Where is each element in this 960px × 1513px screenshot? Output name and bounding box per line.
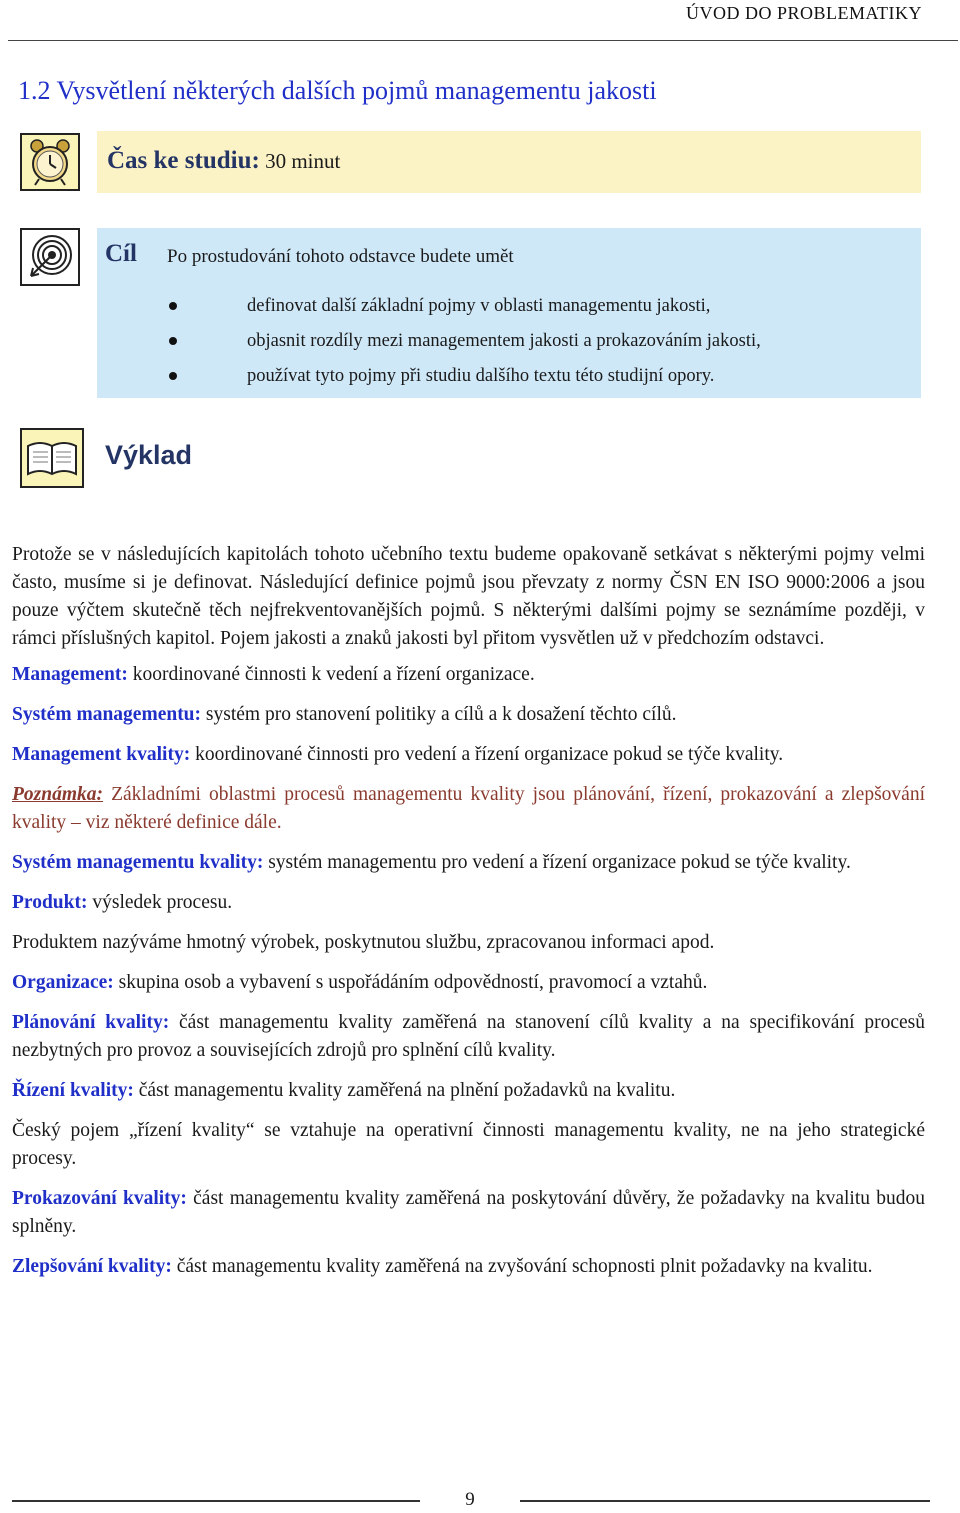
header-divider: [8, 40, 958, 41]
open-book-icon: [20, 428, 84, 488]
study-time-label: Čas ke studiu:: [107, 147, 260, 174]
goal-label: Cíl: [105, 240, 137, 267]
definition-text: koordinované činnosti pro vedení a řízení organizace pokud se týče kvality.: [190, 744, 784, 765]
list-item: [97, 295, 921, 330]
note-label: Poznámka:: [12, 784, 104, 805]
main-content: [12, 541, 925, 1293]
definition-term: Organizace:: [12, 972, 114, 993]
rizeni-explanation: Český pojem „řízení kvality“ se vztahuje na operativní činnosti managementu kvality, ne na jeho strategické procesy.: [12, 1120, 925, 1169]
definition-management: [12, 661, 925, 689]
definition-text: část managementu kvality zaměřená na zvyšování schopnosti plnit požadavky na kvalitu.: [171, 1256, 873, 1277]
definition-system-managementu: [12, 701, 925, 729]
list-item: [97, 365, 921, 400]
definition-prokazovani-kvality: [12, 1185, 925, 1241]
bullet-icon: [169, 302, 177, 310]
definition-text: systém managementu pro vedení a řízení organizace pokud se týče kvality.: [263, 852, 851, 873]
definition-zlepsovani-kvality: [12, 1253, 925, 1281]
alarm-clock-icon: [20, 133, 80, 191]
note-paragraph: [12, 781, 925, 837]
definition-text: koordinované činnosti k vedení a řízení organizace.: [127, 664, 535, 685]
definition-term: Management:: [12, 664, 128, 685]
goal-list: [97, 295, 921, 400]
note-text: Základními oblastmi procesů managementu kvality jsou plánování, řízení, prokazování a zlepšování kvality – viz některé definice dále.: [12, 784, 925, 833]
footer-divider-left: [12, 1500, 420, 1502]
target-icon: [20, 228, 80, 286]
definition-text: část managementu kvality zaměřená na poskytování důvěry, že požadavky na kvalitu budou splněny.: [12, 1188, 925, 1237]
produkt-explanation: Produktem nazýváme hmotný výrobek, poskytnutou službu, zpracovanou informaci apod.: [12, 932, 715, 953]
explanation-label: Výklad: [105, 440, 193, 470]
definition-term: Management kvality:: [12, 744, 191, 765]
intro-paragraph: Protože se v následujících kapitolách tohoto učebního textu budeme opakovaně setkávat s některými pojmy velmi často, musíme si je definovat. Následující definice pojmů jsou převzaty z normy ČSN EN ISO 9000:2006 a jsou pouze výčtem skutečně těch nejfrekventovanějších pojmů. S některými dalšími pojmy se seznámíme později, v rámci příslušných kapitol. Pojem jakosti a znaků jakosti byl přitom vysvětlen už v předchozím odstavci.: [12, 544, 925, 649]
definition-text: skupina osob a vybavení s uspořádáním odpovědností, pravomocí a vztahů.: [113, 972, 708, 993]
definition-organizace: [12, 969, 925, 997]
study-time: [107, 147, 340, 175]
definition-term: Systém managementu:: [12, 704, 202, 725]
definition-management-kvality: [12, 741, 925, 769]
definition-rizeni-kvality: [12, 1077, 925, 1105]
definition-term: Produkt:: [12, 892, 88, 913]
section-title: 1.2 Vysvětlení některých dalších pojmů managementu jakosti: [18, 76, 657, 105]
goal-intro: Po prostudování tohoto odstavce budete umět: [167, 246, 514, 267]
definition-text: část managementu kvality zaměřená na stanovení cílů kvality a na specifikování procesů nezbytných pro provoz a souvisejících zdrojů pro splnění cílů kvality.: [12, 1012, 925, 1061]
study-time-value: 30 minut: [265, 149, 341, 173]
goal-item-text: používat tyto pojmy při studiu dalšího textu této studijní opory.: [247, 366, 715, 386]
bullet-icon: [169, 372, 177, 380]
definition-text: výsledek procesu.: [87, 892, 233, 913]
definition-term: Zlepšování kvality:: [12, 1256, 172, 1277]
definition-term: Systém managementu kvality:: [12, 852, 264, 873]
definition-term: Řízení kvality:: [12, 1080, 134, 1101]
definition-term: Plánování kvality:: [12, 1012, 170, 1033]
definition-produkt: [12, 889, 925, 917]
definition-text: část managementu kvality zaměřená na plnění požadavků na kvalitu.: [133, 1080, 676, 1101]
definition-term: Prokazování kvality:: [12, 1188, 187, 1209]
goal-item-text: definovat další základní pojmy v oblasti managementu jakosti,: [247, 296, 711, 316]
definition-text: systém pro stanovení politiky a cílů a k dosažení těchto cílů.: [201, 704, 677, 725]
page-number: 9: [465, 1489, 475, 1510]
bullet-icon: [169, 337, 177, 345]
definition-planovani-kvality: [12, 1009, 925, 1065]
goal-item-text: objasnit rozdíly mezi managementem jakosti a prokazováním jakosti,: [247, 331, 761, 351]
footer-divider-right: [520, 1500, 930, 1502]
list-item: [97, 330, 921, 365]
running-header: ÚVOD DO PROBLEMATIKY: [685, 3, 922, 23]
goal-box: [97, 228, 921, 398]
study-time-box: [97, 131, 921, 193]
definition-system-managementu-kvality: [12, 849, 925, 877]
